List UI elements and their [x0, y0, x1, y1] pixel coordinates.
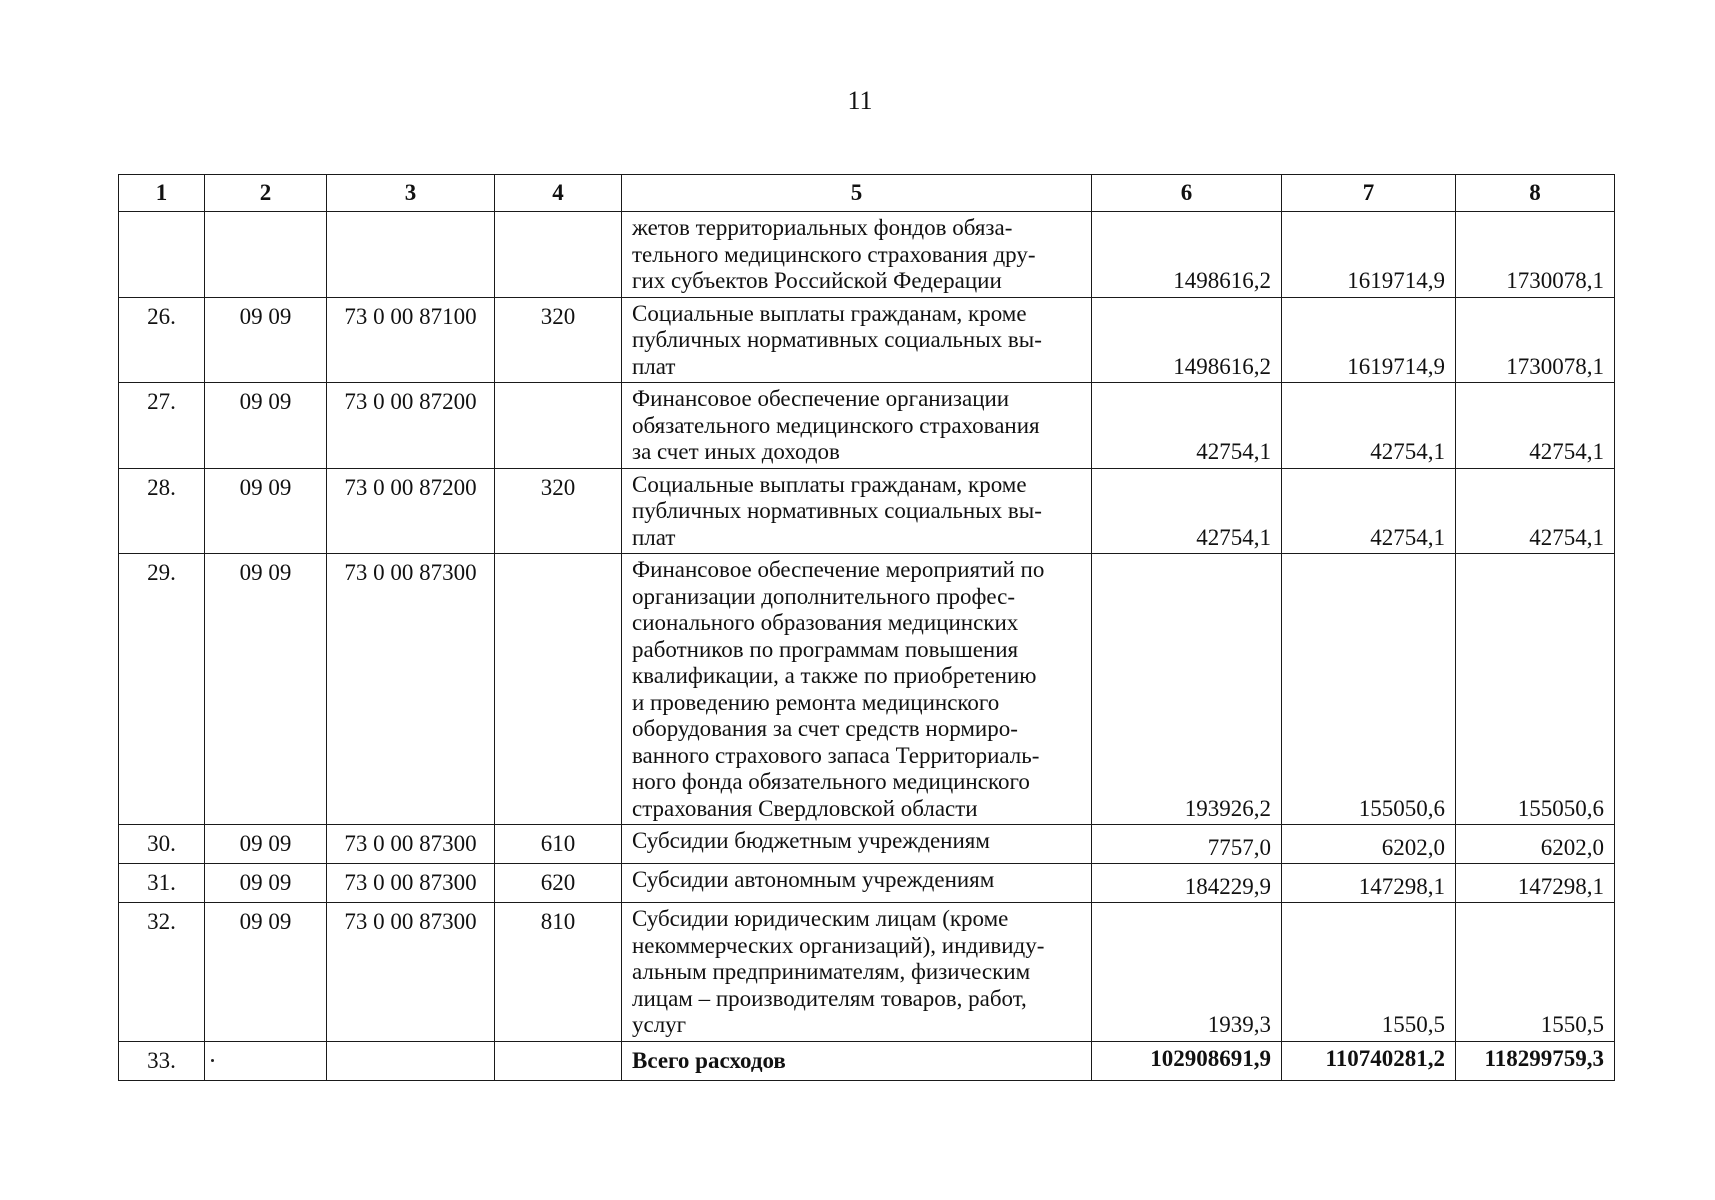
column-header-7: 7	[1282, 175, 1456, 212]
amount-col8: 155050,6	[1456, 554, 1615, 825]
amount-col6: 42754,1	[1092, 383, 1282, 469]
amount-col6: 42754,1	[1092, 468, 1282, 554]
total-col6: 102908691,9	[1092, 1041, 1282, 1080]
target-article-code: 73 0 00 87200	[327, 383, 495, 469]
table-row	[119, 864, 1615, 903]
table-row	[119, 825, 1615, 864]
section-code: 09 09	[205, 864, 327, 903]
amount-col7: 1550,5	[1282, 903, 1456, 1042]
row-number: 30.	[119, 825, 205, 864]
row-number: 26.	[119, 297, 205, 383]
amount-col7: 42754,1	[1282, 383, 1456, 469]
amount-col7: 42754,1	[1282, 468, 1456, 554]
section-code: 09 09	[205, 297, 327, 383]
expenditure-table	[118, 174, 1615, 1081]
expense-name: Субсидии юридическим лицам (кроме некоммерческих организаций), индивиду- альным предпринимателям, физическим лицам – производителям товаров, работ, услуг	[622, 903, 1092, 1042]
expense-kind-code: 320	[495, 297, 622, 383]
expense-name: Финансовое обеспечение мероприятий по организации дополнительного профес- сионального образования медицинских работников по программам повышения квалификации, а также по приобретению и проведению ремонта медицинского оборудования за счет средств нормиро- ванного страхового запаса Территориаль- ного фонда обязательного медицинского страхования Свердловской области	[622, 554, 1092, 825]
target-article-code: 73 0 00 87200	[327, 468, 495, 554]
empty-cell	[327, 1041, 495, 1080]
row-number: 27.	[119, 383, 205, 469]
expense-kind-code: 610	[495, 825, 622, 864]
column-header-6: 6	[1092, 175, 1282, 212]
amount-col7: 155050,6	[1282, 554, 1456, 825]
expense-kind-code	[495, 383, 622, 469]
amount-col6: 1939,3	[1092, 903, 1282, 1042]
section-code: 09 09	[205, 468, 327, 554]
table-row	[119, 383, 1615, 469]
expense-name: Социальные выплаты гражданам, кроме публичных нормативных социальных вы- плат	[622, 297, 1092, 383]
expense-name: Субсидии бюджетным учреждениям	[622, 825, 1092, 864]
amount-col7: 1619714,9	[1282, 212, 1456, 298]
column-header-8: 8	[1456, 175, 1615, 212]
target-article-code: 73 0 00 87300	[327, 554, 495, 825]
column-header-3: 3	[327, 175, 495, 212]
amount-col8: 6202,0	[1456, 825, 1615, 864]
amount-col8: 1730078,1	[1456, 297, 1615, 383]
amount-col7: 1619714,9	[1282, 297, 1456, 383]
table-row	[119, 297, 1615, 383]
table-row	[119, 903, 1615, 1042]
section-code: 09 09	[205, 383, 327, 469]
expense-name: Субсидии автономным учреждениям	[622, 864, 1092, 903]
expense-kind-code: 620	[495, 864, 622, 903]
column-header-4: 4	[495, 175, 622, 212]
row-number	[119, 212, 205, 298]
column-header-1: 1	[119, 175, 205, 212]
row-number: 32.	[119, 903, 205, 1042]
empty-cell	[205, 1041, 327, 1080]
target-article-code: 73 0 00 87100	[327, 297, 495, 383]
target-article-code: 73 0 00 87300	[327, 864, 495, 903]
section-code: 09 09	[205, 554, 327, 825]
page-number: 11	[847, 86, 873, 115]
amount-col8: 42754,1	[1456, 383, 1615, 469]
column-header-2: 2	[205, 175, 327, 212]
target-article-code	[327, 212, 495, 298]
amount-col6: 7757,0	[1092, 825, 1282, 864]
section-code: 09 09	[205, 903, 327, 1042]
table-row	[119, 212, 1615, 298]
expense-kind-code	[495, 554, 622, 825]
row-number: 33.	[119, 1041, 205, 1080]
total-col7: 110740281,2	[1282, 1041, 1456, 1080]
amount-col6: 1498616,2	[1092, 212, 1282, 298]
total-row	[119, 1041, 1615, 1080]
table-row	[119, 554, 1615, 825]
amount-col6: 193926,2	[1092, 554, 1282, 825]
table-row	[119, 468, 1615, 554]
total-col8: 118299759,3	[1456, 1041, 1615, 1080]
amount-col8: 147298,1	[1456, 864, 1615, 903]
amount-col8: 1550,5	[1456, 903, 1615, 1042]
amount-col8: 42754,1	[1456, 468, 1615, 554]
amount-col7: 147298,1	[1282, 864, 1456, 903]
row-number: 29.	[119, 554, 205, 825]
amount-col8: 1730078,1	[1456, 212, 1615, 298]
total-label: Всего расходов	[622, 1041, 1092, 1080]
expense-kind-code: 320	[495, 468, 622, 554]
target-article-code: 73 0 00 87300	[327, 825, 495, 864]
dot-mark	[211, 1059, 214, 1062]
expense-name: Финансовое обеспечение организации обязательного медицинского страхования за счет иных доходов	[622, 383, 1092, 469]
empty-cell	[495, 1041, 622, 1080]
section-code	[205, 212, 327, 298]
expense-kind-code	[495, 212, 622, 298]
expense-name: Социальные выплаты гражданам, кроме публичных нормативных социальных вы- плат	[622, 468, 1092, 554]
amount-col7: 6202,0	[1282, 825, 1456, 864]
expense-name: жетов территориальных фондов обяза- тельного медицинского страхования дру- гих субъектов Российской Федерации	[622, 212, 1092, 298]
section-code: 09 09	[205, 825, 327, 864]
expense-kind-code: 810	[495, 903, 622, 1042]
row-number: 28.	[119, 468, 205, 554]
amount-col6: 184229,9	[1092, 864, 1282, 903]
target-article-code: 73 0 00 87300	[327, 903, 495, 1042]
table-header-row	[119, 175, 1615, 212]
amount-col6: 1498616,2	[1092, 297, 1282, 383]
row-number: 31.	[119, 864, 205, 903]
column-header-5: 5	[622, 175, 1092, 212]
